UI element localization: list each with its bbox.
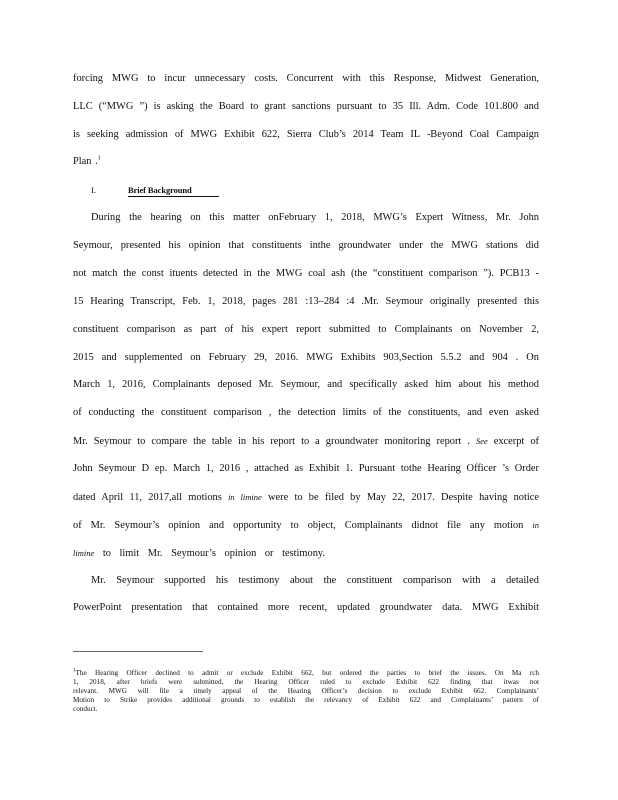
body-text-line: March 1, 2016, Complainants deposed Mr. Seymour, and specifically asked him about his method [73,379,539,390]
italic-term: limine [73,548,95,558]
body-text: excerpt of [487,436,539,447]
body-text-line: Seymour, presented his opinion that constituents inthe groundwater under the MWG stations did [73,240,539,251]
body-text-line: is seeking admission of MWG Exhibit 622, Sierra Club’s 2014 Team IL -Beyond Coal Campaign [73,129,539,140]
body-text: Mr. Seymour to compare the table in his report to a groundwater monitoring report . [73,436,470,447]
body-text-line: LLC (“MWG ”) is asking the Board to grant sanctions pursuant to 35 Ill. Adm. Code 101.800 and [73,101,539,112]
section-title: Brief Background [128,184,219,197]
body-text-line [73,518,539,533]
footnote-reference: 1 [97,155,101,162]
body-text-line [73,155,539,169]
body-text-line: Mr. Seymour supported his testimony about the constituent comparison with a detailed [91,575,539,586]
body-text-line: of conducting the constituent comparison , the detection limits of the constituents, and even asked [73,407,539,418]
body-text-line: not match the const ituents detected in the MWG coal ash (the “constituent comparison ”). PCB13 - [73,268,539,279]
body-text-line: constituent comparison as part of his expert report submitted to Complainants on November 2, [73,324,539,335]
body-text-line [73,434,539,449]
footnote-divider [73,651,203,652]
body-text-line: 15 Hearing Transcript, Feb. 1, 2018, pages 281 :13–284 :4 .Mr. Seymour originally presented this [73,296,539,307]
footnote-line: 1, 2018, after briefs were submitted, the Hearing Officer ruled to exclude Exhibit 622 finding that itwas not [73,678,539,686]
body-text-line: During the hearing on this matter onFebruary 1, 2018, MWG’s Expert Witness, Mr. John [91,212,539,223]
footnote-line [73,669,539,678]
body-text: dated April 11, 2017,all motions [73,492,229,503]
body-text-line: 2015 and supplemented on February 29, 2016. MWG Exhibits 903,Section 5.5.2 and 904 . On [73,352,539,363]
body-text-line: PowerPoint presentation that contained more recent, updated groundwater data. MWG Exhibit [73,602,539,613]
section-heading [91,184,219,197]
body-text: of Mr. Seymour’s opinion and opportunity to object, Complainants didnot file any motion [73,520,533,531]
body-text: to limit Mr. Seymour’s opinion or testimony. [94,548,326,559]
italic-term: in limine [228,492,262,502]
footnote-marker: 1 [73,668,76,674]
section-number: I. [91,185,96,195]
body-text: were to be filed by May 22, 2017. Despite having notice [261,492,540,503]
citation-signal: See [475,436,488,446]
footnote-line: relevant. MWG will file a timely appeal of the Hearing Officer’s decision to exclude Exhibit 662. Complainants’ [73,687,539,695]
footnote-text: The Hearing Officer declined to admit or exclude Exhibit 662, but ordered the parties to brief the issues. On Ma rch [75,669,539,677]
body-text: Plan . [73,156,98,167]
footnote-line: Motion to Strike provides additional grounds to establish the relevancy of Exhibit 622 and Complainants’ pattern of [73,696,539,704]
body-text-line [73,490,539,505]
italic-term: in [532,520,539,530]
body-text-line [73,546,539,561]
body-text-line: John Seymour D ep. March 1, 2016 , attached as Exhibit 1. Pursuant tothe Hearing Officer ’s Order [73,463,539,474]
footnote-line: conduct. [73,705,98,713]
body-text-line: forcing MWG to incur unnecessary costs. Concurrent with this Response, Midwest Generation, [73,73,539,84]
